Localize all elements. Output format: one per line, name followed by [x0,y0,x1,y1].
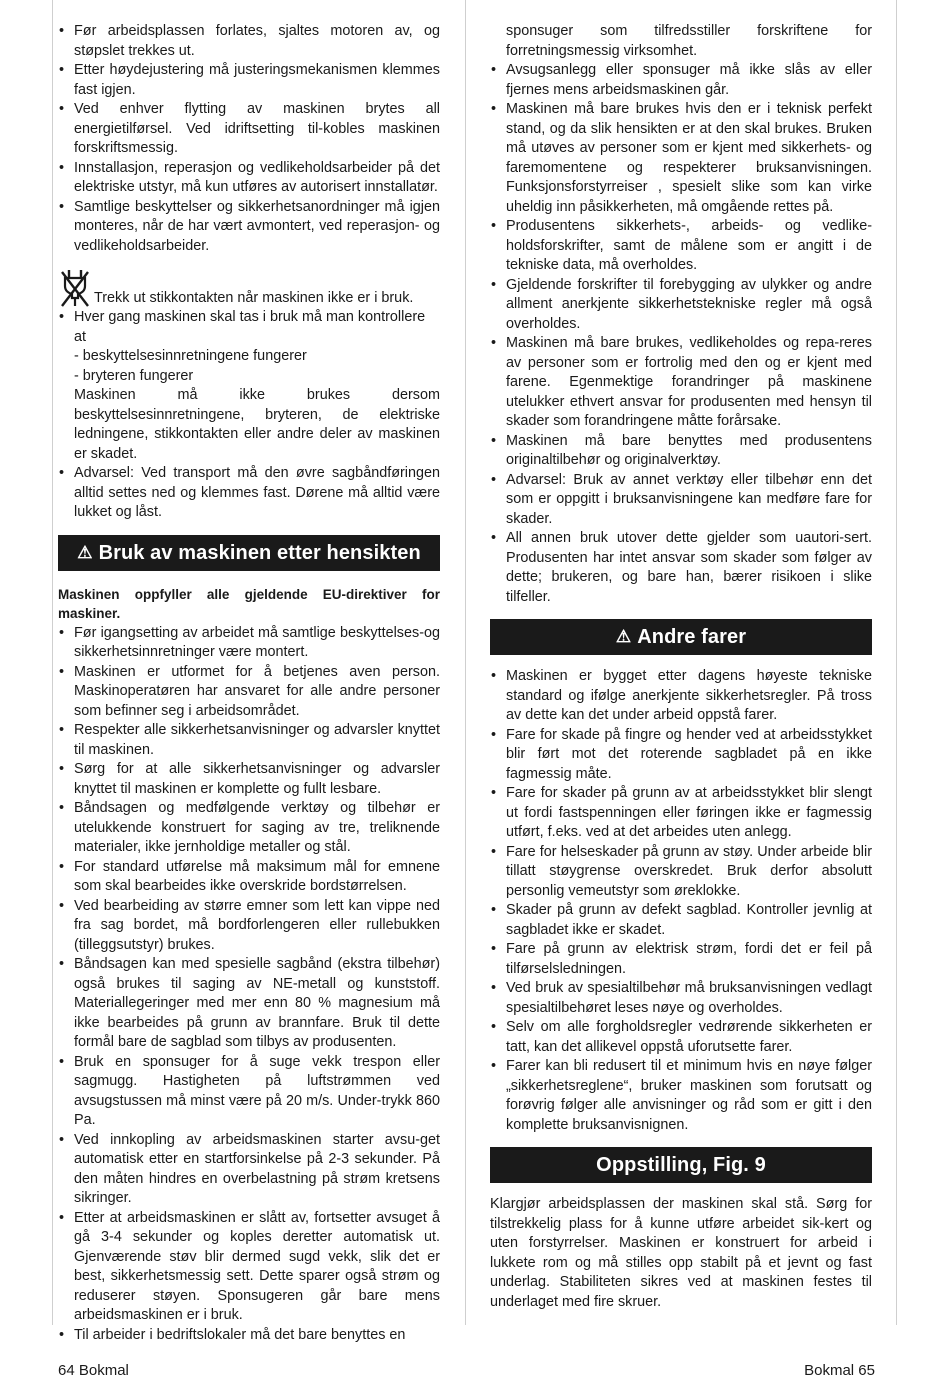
section-heading-andre-farer [490,619,872,655]
list-item: • Før arbeidsplassen forlates, sjaltes motoren av, og støpslet trekkes ut. [58,22,440,61]
page-number-left: 64 Bokmal [58,1362,129,1379]
heading-text: Bruk av maskinen etter hensikten [98,541,421,564]
eu-directive-intro: Maskinen oppfyller alle gjeldende EU-direktiver for maskiner. [58,586,440,621]
list-item: • Maskinen må bare benyttes med produsentens originaltilbehør og originalverktøy. [490,432,872,471]
heading-text: Oppstilling, Fig. 9 [596,1154,766,1176]
check-rest: Maskinen må ikke brukes dersom beskyttelsesinnretningene, bryteren, de elektriske ledningene, stikkontakten eller andre deler av maskinen er skadet. [74,387,440,462]
check-intro: • Hver gang maskinen skal tas i bruk må man kontrollere at [74,309,426,345]
warning-triangle-icon: ⚠ [77,542,93,562]
unplug-notice [58,268,440,308]
left-margin-line [52,0,53,1325]
list-item: • Avsugsanlegg eller sponsuger må ikke slås av eller fjernes mens arbeidsmaskinen går. [490,61,872,100]
list-item-continued: sponsuger som tilfredsstiller forskriftene for forretningsmessig virksomhet. [506,23,872,59]
list-item: • Fare for skader på grunn av at arbeidsstykket blir slengt ut fordi fastspenningen eller føringen ikke er fagmessig utført, f.eks. ved at det arbeides uten anlegg. [490,784,872,843]
list-item: • All annen bruk utover dette gjelder som uautori-sert. Produsenten har intet ansvar som skader som følger av dette; brukeren, og bare han, bærer risikoen i slike tilfeller. [490,529,872,607]
list-item: • Respekter alle sikkerhetsanvisninger og advarsler knyttet til maskinen. [58,721,440,760]
list-item: • Ved innkopling av arbeidsmaskinen starter avsu-get automatisk etter en startforsinkelse på 2-3 sekunder. På den måten hindres en overbelastning på strøm kretsens sikringer. [58,1131,440,1209]
right-margin-line [896,0,897,1325]
left-column [58,22,440,1345]
unplug-icon [60,268,90,308]
check-line: - beskyttelsesinnretningene fungerer [74,348,307,364]
page-number-right: Bokmal 65 [804,1362,875,1379]
warning-triangle-icon: ⚠ [615,627,632,646]
other-hazards-list [490,667,872,1135]
list-item: • Produsentens sikkerhets-, arbeids- og vedlike-holdsforskrifter, samt de målene som er angitt i de tekniske data, må overholdes. [490,217,872,276]
list-item: • Samtlige beskyttelser og sikkerhetsanordninger må igjen monteres, når de har vært avmontert, ved reperasjon- og vedlikeholdsarbeider. [58,198,440,257]
list-item [58,308,440,464]
section-heading-oppstilling [490,1147,872,1183]
list-item: • Etter at arbeidsmaskinen er slått av, fortsetter avsuget å gå 3-4 sekunder og koples deretter automatisk ut. Gjenværende støv blir dermed sugd vekk, slik det er best, sikkerhetsmessig sett. Dette sparer også strøm og reduserer støyen. Sponsugeren går bare mens arbeidsmaskinen er i bruk. [58,1209,440,1326]
list-item: • Etter høydejustering må justeringsmekanismen klemmes fast igjen. [58,61,440,100]
list-item: • Til arbeider i bedriftslokaler må det bare benyttes en [58,1326,440,1346]
check-line: - bryteren fungerer [74,367,194,384]
list-item: • Før igangsetting av arbeidet må samtlige beskyttelses-og sikkerhetsinnretninger være montert. [58,624,440,663]
top-safety-list [58,22,440,256]
list-item: • Skader på grunn av defekt sagblad. Kontroller jevnlig at sagbladet ikke er skadet. [490,901,872,940]
list-item: • Selv om alle forgholdsregler vedrørende sikkerheten er tatt, kan det allikevel oppstå uforutsette farer. [490,1018,872,1057]
unplug-text: Trekk ut stikkontakten når maskinen ikke er i bruk. [94,289,414,306]
section-heading-bruk [58,535,440,571]
list-item: • Bruk en sponsuger for å suge vekk trespon eller sagmugg. Hastigheten på luftstrømmen ved avsugstussen må minst være på 20 m/s. Under-trykk 860 Pa. [58,1053,440,1131]
intended-use-list [58,624,440,1346]
setup-paragraph: Klargjør arbeidsplassen der maskinen skal stå. Sørg for tilstrekkelig plass for å kunne utføre arbeidet sik-kert og uten forstyrrelser. Maskinen er konstruert for arbeid i lukkete rom og må stilles opp stabilt på et jevnt og fast underlag. Stabiliteten sikres ved at maskinen festes til underlaget med fire skruer. [490,1196,872,1310]
list-item: • Gjeldende forskrifter til forebygging av ulykker og andre allment anerkjente sikkerhetstekniske regler må også overholdes. [490,276,872,335]
list-item: • Maskinen må bare brukes hvis den er i teknisk perfekt stand, og da slik hensikten er at den skal brukes. Bruken må utøves av personer som er kjent med sikkerhets- og faremomentene og respekterer bruksanvisningen. Funksjonsforstyrreiser , spesielt slike som kan virke uheldig inn påsikkerheten, må omgående rettes på. [490,100,872,217]
list-item: • Maskinen må bare brukes, vedlikeholdes og repa-reres av personer som er fortrolig med den og er kjent med farene. Egenmektige forandringer på maskinene utelukker ethvert ansvar for produsenten med hensyn til skader som forandringene måtte forårsake. [490,334,872,432]
list-item: • For standard utførelse må maksimum mål for emnene som skal bearbeides ikke overskride bordstørrelsen. [58,858,440,897]
intended-use-list-continued [490,22,872,607]
list-item: • Fare på grunn av elektrisk strøm, fordi det er feil på tilførselsledningen. [490,940,872,979]
list-item: • Ved bruk av spesialtilbehør må bruksanvisningen vedlagt spesialtilbehøret leses nøye og overholdes. [490,979,872,1018]
center-divider-line [465,0,466,1325]
list-item: • Sørg for at alle sikkerhetsanvisninger og advarsler knyttet til maskinen er komplette og fullt lesbare. [58,760,440,799]
list-item: • Fare for helseskader på grunn av støy. Under arbeide blir tillatt støygrense overskredet. Bruk derfor absolutt personlig vemeutstyr som øreklokke. [490,843,872,902]
list-item: • Innstallasjon, reperasjon og vedlikeholdsarbeider på det elektriske utstyr, må kun utføres av autorisert innstallatør. [58,159,440,198]
list-item: • Maskinen er bygget etter dagens høyeste tekniske standard og ifølge anerkjente sikkerhetsregler. På tross av dette kan det under arbeid oppstå farer. [490,667,872,726]
list-item: • Maskinen er utformet for å betjenes aven person. Maskinoperatøren har ansvaret for alle andre personer som befinner seg i arbeidsområdet. [58,663,440,722]
list-item: • Båndsagen og medfølgende verktøy og tilbehør er utelukkende konstruert for saging av tre, treliknende materialer, ikke jernholdige metaller og stål. [58,799,440,858]
right-column [490,22,872,1312]
list-item: • Farer kan bli redusert til et minimum hvis en nøye følger „sikkerhetsreglene“, bruker maskinen som forutsatt og forøvrig følger alle anvisninger og råd som er gitt i den komplette bruksanvisnignen. [490,1057,872,1135]
list-item: • Båndsagen kan med spesielle sagbånd (ekstra tilbehør) også brukes til saging av NE-metall og kunststoff. Materiallegeringer med mer enn 80 % magnesium må ikke bearbeides på grunn av brannfare. Bruk til dette formål bare de sagblad som tilbys av produsenten. [58,955,440,1053]
list-item: • Advarsel: Bruk av annet verktøy eller tilbehør enn det som er oppgitt i bruksanvisningene kan medføre fare for skader. [490,471,872,530]
list-item: • Advarsel: Ved transport må den øvre sagbåndføringen alltid settes ned og klemmes fast. Dørene må alltid være lukket og låst. [58,464,440,523]
list-item: • Fare for skade på fingre og hender ved at arbeidsstykket blir ført mot det roterende sagbladet på en ikke fagmessig måte. [490,726,872,785]
list-item: • Ved bearbeiding av større emner som lett kan vippe ned fra sag bordet, må bordforlengeren eller rullebukken (tilleggsutstyr) brukes. [58,897,440,956]
heading-text: Andre farer [637,626,747,648]
check-list [58,308,440,523]
list-item: • Ved enhver flytting av maskinen brytes all energietilførsel. Ved idriftsetting til-kobles maskinen forskriftsmessig. [58,100,440,159]
